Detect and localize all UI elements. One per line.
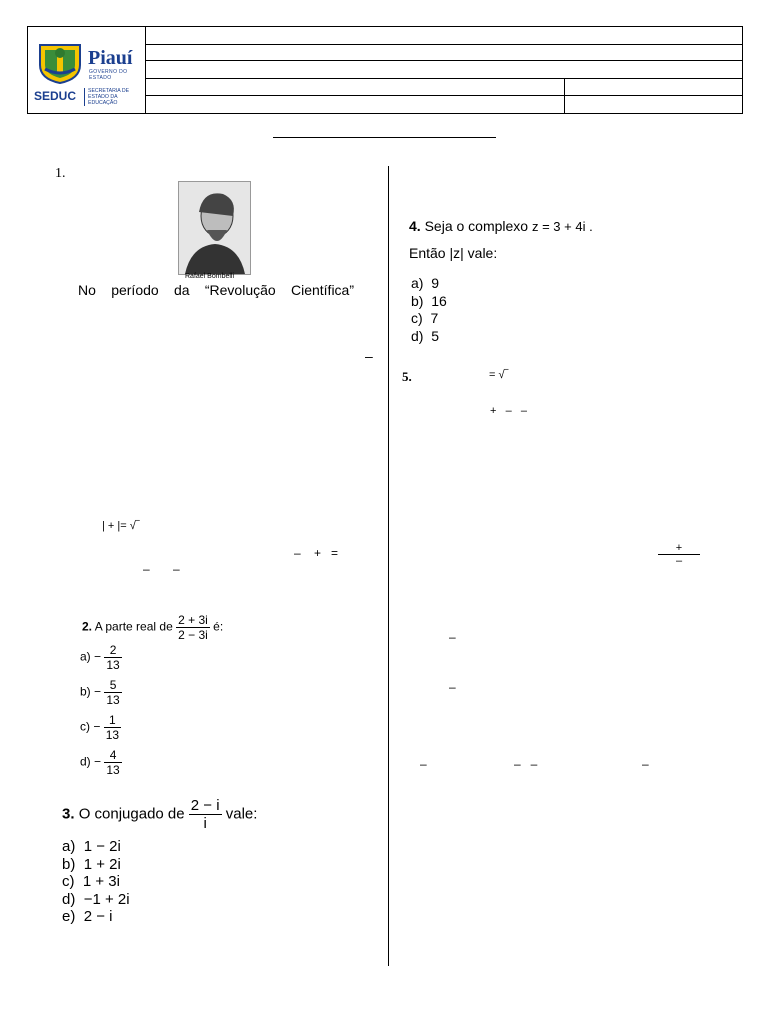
q2-option-d[interactable]: [80, 748, 122, 777]
q1-fragment-a: –: [365, 348, 373, 364]
q5-fragment-a: = √‾: [489, 369, 509, 381]
option-sign: −: [94, 684, 102, 699]
portrait-caption: Rafael Bombelli: [185, 273, 235, 280]
option-sign: −: [94, 649, 102, 664]
option-den: 13: [106, 693, 120, 707]
q3-option-d[interactable]: [62, 891, 130, 909]
option-label: a): [80, 649, 91, 664]
q4-expression: z = 3 + 4i .: [531, 219, 593, 234]
option-label: c): [80, 719, 90, 734]
option-fraction: [104, 643, 121, 672]
option-sign: −: [93, 719, 101, 734]
option-num: 5: [104, 678, 121, 693]
q4-line2-suffix: vale:: [467, 245, 498, 261]
q5-fragment-g: –: [642, 757, 649, 771]
option-label: b): [80, 684, 91, 699]
q3-prefix: O conjugado de: [78, 805, 185, 823]
option-value: 7: [430, 310, 439, 326]
option-fraction: [104, 678, 121, 707]
q2-fraction-den: 2 − 3i: [178, 628, 208, 642]
q5-number: 5.: [402, 369, 412, 384]
q2-statement: [82, 613, 223, 642]
q1-text: No período da “Revolução Científica”: [78, 282, 354, 298]
q4-option-c[interactable]: [411, 310, 447, 328]
option-den: 13: [105, 728, 120, 742]
option-label: e): [62, 908, 76, 925]
option-label: d): [80, 754, 91, 769]
option-label: d): [411, 327, 424, 344]
q2-number: 2.: [82, 619, 93, 634]
option-value: 2 − i: [83, 908, 113, 925]
seduc-label: SEDUC: [34, 89, 77, 103]
q4-statement: [409, 218, 593, 234]
option-value: 16: [431, 292, 447, 309]
q2-option-c[interactable]: [80, 713, 121, 742]
header-row-line-3: [145, 78, 742, 79]
header-logo-cell: [28, 27, 146, 113]
option-label: a): [411, 275, 424, 291]
q4-option-b[interactable]: [411, 293, 447, 311]
option-num: 2: [104, 643, 121, 658]
q3-option-a[interactable]: [62, 838, 130, 856]
q4-option-d[interactable]: [411, 328, 447, 346]
q2-fraction: [176, 613, 210, 642]
q5-fragment-c: –: [449, 630, 456, 644]
q1-fragment-b: | + |= √‾: [102, 520, 140, 532]
option-value: −1 + 2i: [83, 890, 130, 908]
option-label: a): [62, 838, 76, 855]
q4-line2: [409, 245, 497, 261]
q3-fraction-den: i: [203, 815, 207, 832]
option-fraction: [104, 713, 121, 742]
q3-option-c[interactable]: [62, 873, 130, 891]
option-label: c): [62, 873, 75, 890]
q4-text: Seja o complexo: [424, 218, 529, 234]
q3-option-b[interactable]: [62, 856, 130, 874]
state-crest-icon: [36, 41, 84, 85]
option-den: 13: [106, 763, 120, 777]
seduc-subtitle: [84, 88, 145, 106]
q4-option-a[interactable]: [411, 275, 447, 293]
option-label: b): [411, 292, 424, 309]
q2-suffix: é:: [213, 619, 224, 634]
q2-option-a[interactable]: [80, 643, 122, 672]
q5-fragment-b: + – –: [490, 405, 527, 417]
q2-fraction-num: 2 + 3i: [178, 613, 208, 627]
q3-options: [62, 838, 130, 926]
q5-fraction-num: +: [658, 542, 700, 555]
bombelli-portrait: [178, 181, 251, 275]
option-num: 1: [104, 713, 121, 728]
header-row-line-2: [145, 60, 742, 61]
option-value: 1 − 2i: [83, 838, 121, 855]
option-num: 4: [104, 748, 121, 763]
option-value: 1 + 3i: [82, 873, 120, 890]
option-fraction: [104, 748, 121, 777]
q4-number: 4.: [409, 218, 421, 234]
q2-prefix: A parte real de: [94, 619, 173, 634]
brand-title: Piauí: [88, 47, 133, 69]
option-label: d): [62, 890, 76, 908]
brand-subtitle: GOVERNO DO ESTADO: [89, 69, 128, 81]
option-label: c): [411, 310, 423, 326]
q3-suffix: vale:: [225, 805, 258, 823]
seduc-subtitle-line1: SECRETARIA DE: [88, 88, 130, 94]
q5-fraction: [658, 542, 700, 567]
q4-options: [411, 275, 447, 345]
seduc-subtitle-line2: ESTADO DA EDUCAÇÃO: [88, 94, 118, 106]
q3-number: 3.: [62, 805, 75, 823]
q3-statement: [62, 797, 257, 832]
q3-fraction: [189, 797, 222, 832]
q4-abs-z: |z|: [449, 245, 464, 261]
title-underline: [273, 137, 496, 138]
q5-fragment-f: – –: [514, 757, 538, 771]
option-value: 5: [431, 327, 440, 344]
q3-option-e[interactable]: [62, 908, 130, 926]
option-den: 13: [106, 658, 120, 672]
option-value: 9: [431, 275, 440, 291]
q5-fraction-den: –: [675, 555, 683, 567]
header-row-line-4: [145, 95, 742, 96]
option-sign: −: [94, 754, 102, 769]
q1-fragment-c: – + =: [294, 546, 339, 560]
q1-fragment-d: – –: [143, 562, 180, 576]
option-label: b): [62, 855, 76, 873]
q5-fragment-e: –: [420, 757, 427, 771]
q5-fragment-d: –: [449, 680, 456, 694]
option-value: 1 + 2i: [83, 855, 121, 873]
q4-line2-prefix: Então: [409, 245, 446, 261]
q3-fraction-num: 2 − i: [190, 797, 220, 814]
column-divider: [388, 166, 389, 966]
header-col-divider: [564, 78, 565, 113]
header-table: [27, 26, 743, 114]
header-row-line-1: [145, 44, 742, 45]
q1-number: 1.: [55, 166, 66, 181]
portrait-icon: [179, 182, 250, 274]
q2-option-b[interactable]: [80, 678, 122, 707]
